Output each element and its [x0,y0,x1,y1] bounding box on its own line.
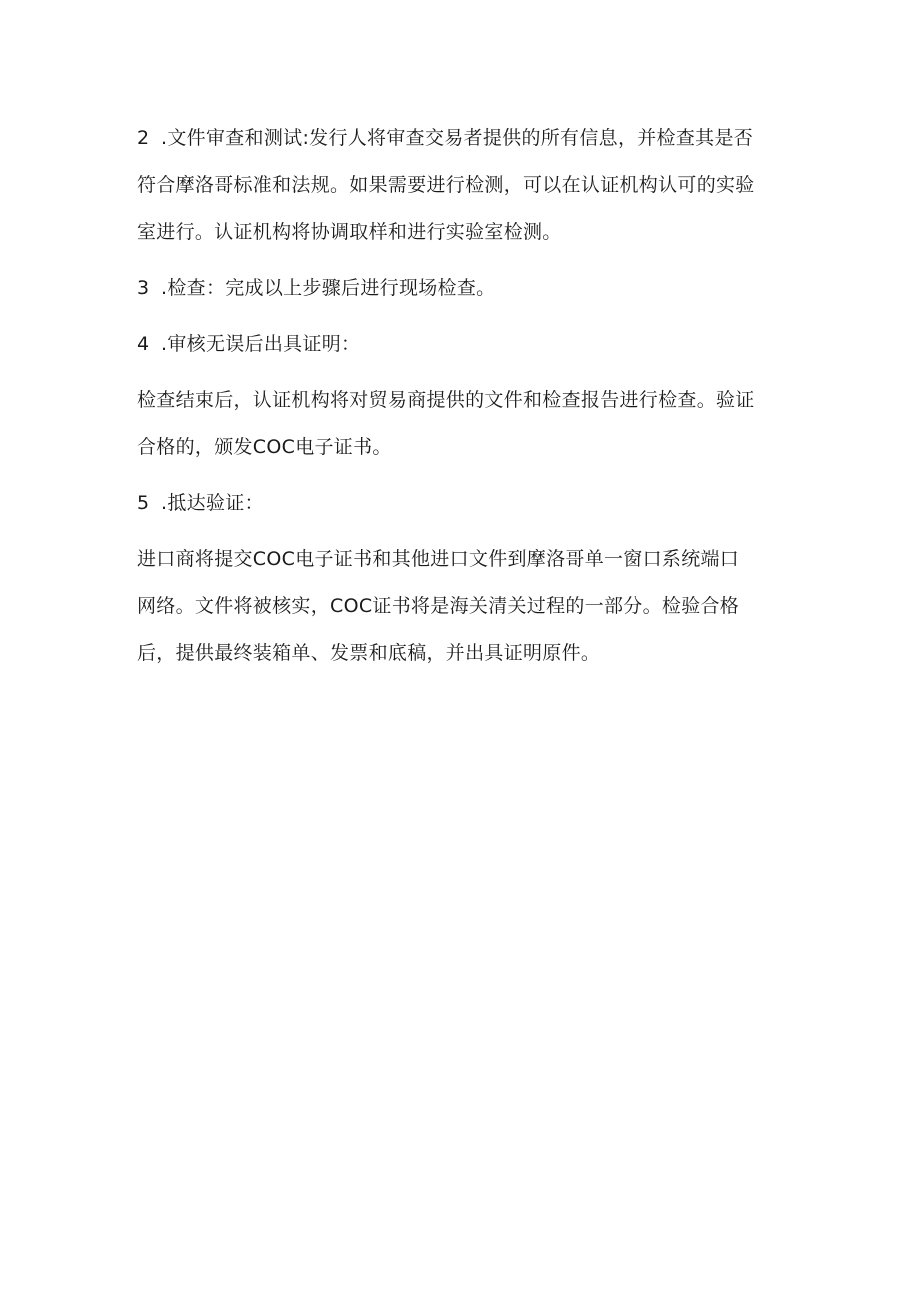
item-3-heading [137,276,797,300]
item-3-text: .检查：完成以上步骤后进行现场检查。 [161,277,496,299]
document-body [137,126,797,665]
item-5-paragraph [137,547,797,665]
item-2-line-3: 室进行。认证机构将协调取样和进行实验室检测。 [137,221,562,243]
item-number: 5 [137,492,150,514]
item-3 [137,276,797,300]
item-5-paragraph-line-2: 网络。文件将被核实，COC证书将是海关清关过程的一部分。检验合格 [137,595,740,617]
item-2-line-1 [137,126,797,150]
item-number: 2 [137,127,150,149]
item-4-text: .审核无误后出具证明： [161,333,361,355]
item-2 [137,126,797,244]
item-5-text: .抵达验证： [161,492,264,514]
item-4-paragraph-line-1: 检查结束后，认证机构将对贸易商提供的文件和检查报告进行检查。验证 [137,389,755,411]
item-4-paragraph-line-2: 合格的，颁发COC电子证书。 [137,436,392,458]
item-2-line-2: 符合摩洛哥标准和法规。如果需要进行检测，可以在认证机构认可的实验 [137,174,755,196]
item-number: 4 [137,333,150,355]
item-4-paragraph [137,388,797,459]
item-2-text-1: .文件审查和测试:发行人将审查交易者提供的所有信息，并检查其是否 [161,127,754,149]
item-5-heading [137,491,797,515]
item-5-paragraph-line-3: 后，提供最终装箱单、发票和底稿，并出具证明原件。 [137,642,601,664]
item-number: 3 [137,277,150,299]
item-4 [137,332,797,356]
item-5 [137,491,797,515]
item-4-heading [137,332,797,356]
item-5-paragraph-line-1: 进口商将提交COC电子证书和其他进口文件到摩洛哥单一窗口系统端口 [137,548,740,570]
